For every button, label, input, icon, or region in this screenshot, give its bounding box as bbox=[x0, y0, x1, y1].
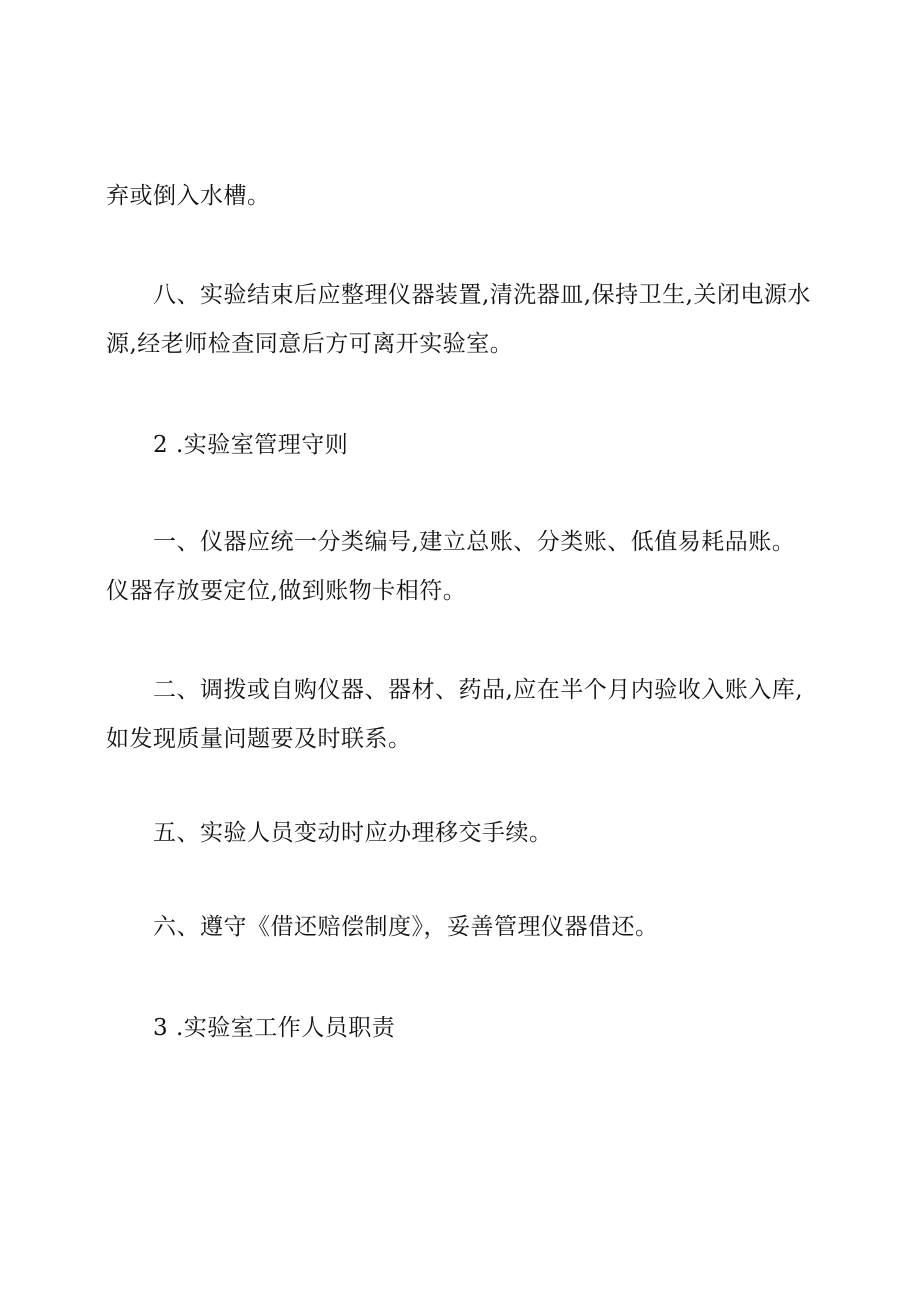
section-heading-2: 2 .实验室管理守则 bbox=[153, 432, 349, 458]
rule-five-line: 五、实验人员变动时应办理移交手续。 bbox=[153, 820, 553, 846]
rule-one-line-1: 一、仪器应统一分类编号,建立总账、分类账、低值易耗品账。 bbox=[153, 529, 796, 555]
rule-one-line-2: 仪器存放要定位,做到账物卡相符。 bbox=[106, 578, 467, 604]
section-heading-3: 3 .实验室工作人员职责 bbox=[153, 1015, 396, 1041]
rule-two-line-2: 如发现质量问题要及时联系。 bbox=[106, 726, 412, 752]
rule-eight-line-2: 源,经老师检查同意后方可离开实验室。 bbox=[106, 331, 514, 357]
rule-two-line-1: 二、调拨或自购仪器、器材、药品,应在半个月内验收入账入库, bbox=[153, 677, 804, 703]
paragraph-continuation-line: 弃或倒入水槽。 bbox=[106, 183, 271, 209]
rule-eight-line-1: 八、实验结束后应整理仪器装置,清洗器皿,保持卫生,关闭电源水 bbox=[153, 282, 811, 308]
rule-six-line: 六、遵守《借还赔偿制度》，妥善管理仪器借还。 bbox=[153, 914, 659, 940]
